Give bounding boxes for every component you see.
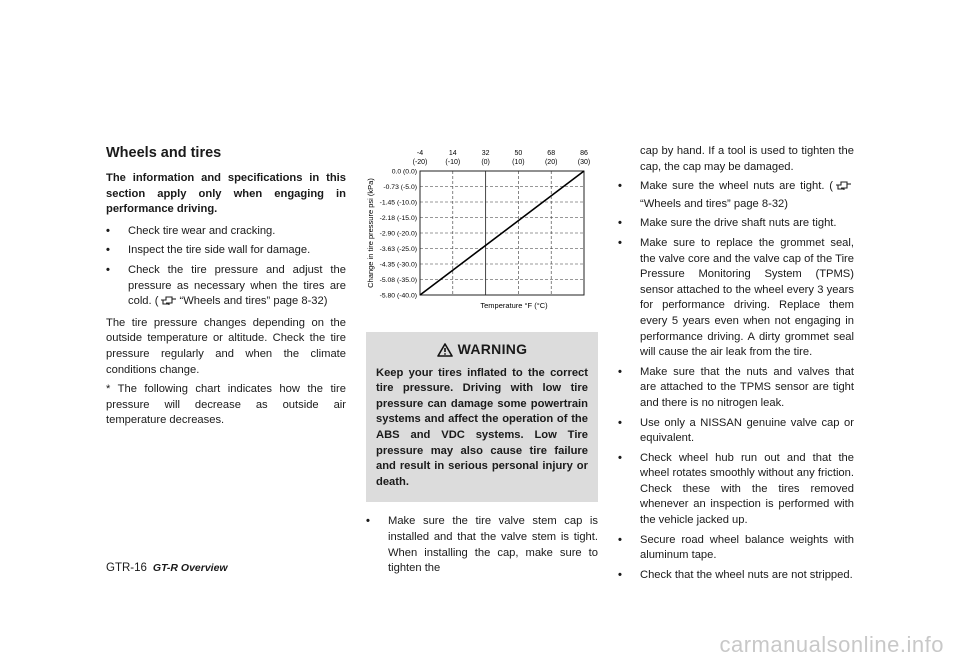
page-reference-link[interactable]: “Wheels and tires” page 8-32) — [640, 197, 788, 210]
x-tick-label-celsius: (20) — [544, 159, 558, 166]
list-item-text: Check wheel hub run out and that the wheel rotates smoothly without any friction. Check these with the tires removed whenever an inspection is performed with the vehicle jacked up. — [640, 451, 854, 527]
bullet-dot: • — [106, 244, 110, 257]
list-item-text: Make sure the wheel nuts are tight. ( — [640, 180, 833, 193]
page-number: GTR-16 — [106, 562, 147, 574]
list-item — [106, 263, 346, 312]
x-tick-label-celsius: (0) — [481, 159, 490, 166]
list-item-text: Make sure to replace the grommet seal, the valve core and the valve cap of the Tire Pressure Monitoring System (TPMS) sensor attached to the wheel every 3 years for performance driving. Replace them every 5 years even when not engaging in performance driving. A dirty grommet seal will cause the air leak from the tire. — [640, 236, 854, 359]
bullet-dot: • — [106, 263, 110, 276]
lead-paragraph: The information and specifications in this section apply only when engaging in performance driving. — [106, 172, 346, 216]
watermark: carmanualsonline.info — [719, 632, 944, 657]
y-tick-label: -2.90 (-20.0) — [379, 230, 417, 238]
list-item — [106, 224, 346, 240]
y-tick-label: -5.80 (-40.0) — [379, 292, 417, 300]
list-item — [618, 568, 854, 584]
y-tick-label: 0.0 (0.0) — [391, 168, 417, 176]
continued-text: cap by hand. If a tool is used to tighten the cap, the cap may be damaged. — [640, 145, 854, 173]
left-column — [106, 144, 346, 433]
list-item — [618, 451, 854, 529]
y-tick-label: -2.18 (-15.0) — [379, 215, 417, 222]
y-tick-label: -4.35 (-30.0) — [379, 261, 417, 269]
list-item — [366, 514, 598, 576]
y-axis-label: Change in tire pressure psi (kPa) — [366, 178, 375, 288]
list-item-text: Secure road wheel balance weights with aluminum tape. — [640, 533, 854, 562]
section-heading: Wheels and tires — [106, 145, 222, 161]
list-item — [618, 365, 854, 412]
list-item — [618, 236, 854, 361]
list-item-text: Check the tire pressure and adjust the pressure as necessary when the tires are cold. ( — [128, 263, 346, 308]
bullet-dot: • — [618, 451, 622, 464]
list-item — [618, 416, 854, 447]
page-reference-icon — [835, 180, 852, 197]
x-tick-label: 32 — [481, 150, 490, 157]
y-tick-label: -0.73 (-5.0) — [383, 184, 417, 191]
list-item — [618, 533, 854, 564]
list-item-text: Use only a NISSAN genuine valve cap or equivalent. — [640, 416, 854, 445]
x-tick-label-celsius: (-20) — [412, 159, 428, 166]
list-item-text: Make sure the tire valve stem cap is installed and that the valve stem is tight. When installing the cap, make sure to tighten the — [388, 515, 598, 575]
x-tick-label-celsius: (10) — [512, 159, 525, 166]
bullet-dot: • — [618, 365, 622, 378]
page-reference-icon — [160, 295, 177, 312]
list-item-text: Inspect the tire side wall for damage. — [128, 244, 311, 257]
x-tick-label: -4 — [416, 150, 424, 157]
right-column — [618, 144, 854, 587]
tire-pressure-chart — [366, 144, 598, 324]
list-item — [106, 243, 346, 259]
section-name: GT-R Overview — [152, 562, 228, 574]
list-item-text: Check tire wear and cracking. — [128, 224, 276, 237]
warning-text: Keep your tires inflated to the correct tire pressure. Driving with low tire pressure can damage some powertrain systems and affect the operation of the ABS and VDC systems. Low Tire pressure may also cause tire failure and result in serious personal injury or death. — [376, 366, 588, 488]
warning-box — [366, 332, 598, 502]
bullet-dot: • — [618, 416, 622, 429]
bullet-dot: • — [618, 533, 622, 546]
body-paragraph: The tire pressure changes depending on the outside temperature or altitude. Check the tire pressure regularly and when the climate conditions change. — [106, 316, 346, 376]
middle-column — [366, 144, 598, 581]
bullet-dot: • — [366, 515, 370, 528]
data-series-line — [420, 171, 584, 295]
y-tick-label: -1.45 (-10.0) — [379, 199, 417, 207]
bullet-dot: • — [618, 236, 622, 249]
y-tick-label: -5.08 (-35.0) — [379, 277, 417, 284]
bullet-dot: • — [106, 224, 110, 237]
bullet-dot: • — [618, 568, 622, 581]
page-footer — [106, 562, 228, 574]
bullet-dot: • — [618, 180, 622, 193]
y-tick-label: -3.63 (-25.0) — [379, 246, 417, 253]
x-tick-label-celsius: (30) — [577, 159, 591, 166]
x-tick-label: 68 — [547, 150, 556, 157]
list-item — [618, 179, 854, 212]
warning-title: WARNING — [457, 341, 528, 357]
list-item-text: Make sure the drive shaft nuts are tight. — [640, 217, 837, 230]
body-paragraph: * The following chart indicates how the tire pressure will decrease as outside air temperature decreases. — [106, 383, 346, 427]
list-item-text: Check that the wheel nuts are not stripped. — [640, 568, 853, 581]
page-reference-link[interactable]: “Wheels and tires” page 8-32) — [179, 295, 328, 308]
x-tick-label-celsius: (-10) — [445, 159, 461, 166]
list-item — [618, 216, 854, 232]
warning-header — [376, 342, 588, 358]
x-tick-label: 50 — [514, 150, 523, 157]
x-axis-label: Temperature °F (°C) — [480, 301, 548, 310]
x-tick-label: 14 — [448, 150, 457, 157]
bullet-dot: • — [618, 217, 622, 230]
warning-triangle-icon — [437, 343, 453, 357]
list-item-text: Make sure that the nuts and valves that are attached to the TPMS sensor are tight and there is no nitrogen leak. — [640, 365, 854, 409]
chart-svg — [366, 144, 598, 324]
x-tick-label: 86 — [580, 150, 588, 157]
